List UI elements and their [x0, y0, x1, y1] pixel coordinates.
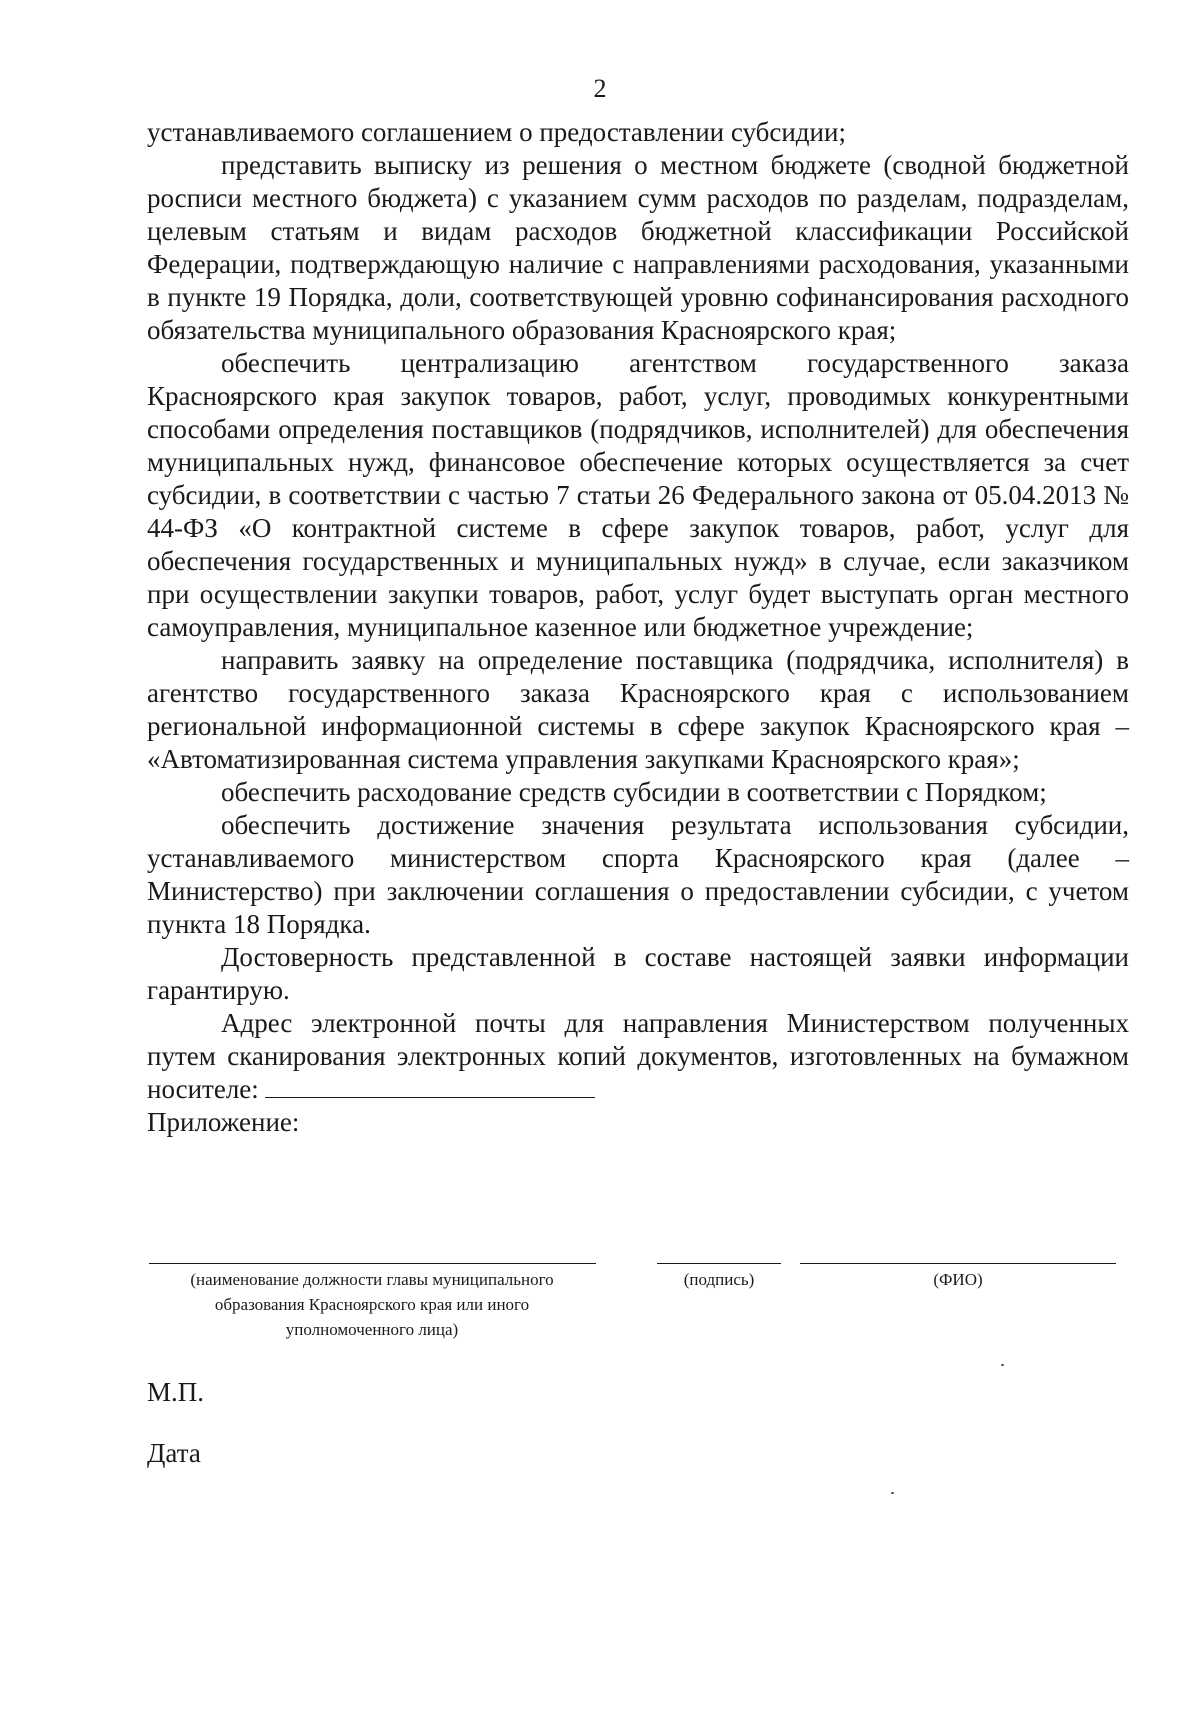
email-address-label: Адрес электронной почты для направления Министерством полученных путем сканирования электронных копий документов, изготовленных на бумажном носителе: [147, 1008, 1129, 1104]
email-blank-line [265, 1075, 595, 1098]
paragraph-subsidy-spending: обеспечить расходование средств субсидии в соответствии с Порядком; [221, 777, 1047, 807]
scan-speck [891, 1492, 894, 1494]
paragraph-procurement-centralization: обеспечить централизацию агентством государственного заказа Красноярского края закупок товаров, работ, услуг, проводимых конкурентными способами определения поставщиков (подрядчиков, исполнителей) для обеспечения муниципальных нужд, финансовое обеспечение которых осуществляется за счет субсидии, в соответствии с частью 7 статьи 26 Федерального закона от 05.04.2013 № 44-ФЗ «О контрактной системе в сфере закупок товаров, работ, услуг для обеспечения государственных и муниципальных нужд» в случае, если заказчиком при осуществлении закупки товаров, работ, услуг будет выступать орган местного самоуправления, муниципальное казенное или бюджетное учреждение; [147, 348, 1129, 642]
position-caption: (наименование должности главы муниципального образования Красноярского края или иного уполномоченного лица) [190, 1270, 554, 1339]
paragraph-budget-extract: представить выписку из решения о местном бюджете (сводной бюджетной росписи местного бюджета) с указанием сумм расходов по разделам, подразделам, целевым статьям и видам расходов бюджетной классификации Российской Федерации, подтверждающую наличие с направлениями расходования, указанными в пункте 19 Порядка, доли, соответствующей уровню софинансирования расходного обязательства муниципального образования Красноярского края; [147, 150, 1129, 345]
name-caption: (ФИО) [933, 1270, 983, 1289]
paragraph-email-address [147, 1007, 1129, 1106]
paragraph-result-achievement: обеспечить достижение значения результата использования субсидии, устанавливаемого министерством спорта Красноярского края (далее – Министерство) при заключении соглашения о предоставлении субсидии, с учетом пункта 18 Порядка. [147, 810, 1129, 939]
stamp-label: М.П. [147, 1377, 205, 1407]
paragraph-reliability-guarantee: Достоверность представленной в составе настоящей заявки информации гарантирую. [147, 942, 1129, 1005]
document-body [147, 116, 1129, 1139]
signature-caption: (подпись) [683, 1270, 755, 1289]
paragraph-continuation: устанавливаемого соглашением о предоставлении субсидии; [147, 117, 846, 147]
name-signature-line [800, 1263, 1116, 1264]
attachment-label: Приложение: [147, 1107, 300, 1137]
signature-line [657, 1263, 781, 1264]
position-signature-line [149, 1263, 596, 1264]
paragraph-supplier-request: направить заявку на определение поставщика (подрядчика, исполнителя) в агентство государственного заказа Красноярского края с использованием региональной информационной системы в сфере закупок Красноярского края – «Автоматизированная система управления закупками Красноярского края»; [147, 645, 1129, 774]
page-number: 2 [593, 74, 607, 103]
date-label: Дата [147, 1438, 201, 1468]
scan-speck [1001, 1364, 1004, 1366]
